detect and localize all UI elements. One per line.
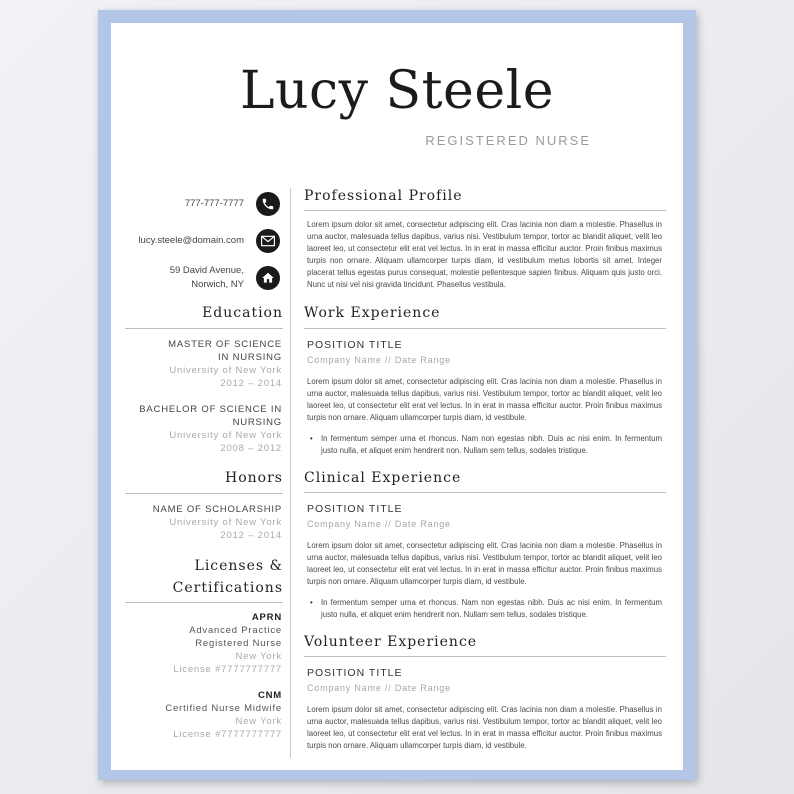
resume-name: Lucy Steele	[239, 61, 555, 121]
school: University of New York	[169, 365, 282, 376]
resume-role: REGISTERED NURSE	[425, 133, 591, 148]
address-line-2: Norwich, NY	[191, 279, 244, 290]
license-number: License #7777777777	[173, 664, 282, 675]
work-text: Lorem ipsum dolor sit amet, consectetur adipiscing elit. Cras lacinia non diam a molestie. Phasellus in urna auctor, malesuada tellus dapibus, varius nisi. Vestibulum tempor, tortor ac blandit aliquet, velit leo laoreet leo, ut consectetur elit erat vel lectus. In in erat in massa efficitur auctor. Proin finibus maximus turpis non ornare. Aliquam ullamcorper turpis diam, id vestibule.	[307, 377, 662, 422]
license-code: CNM	[257, 690, 282, 701]
years: 2008 – 2012	[220, 443, 282, 454]
home-icon	[256, 266, 280, 290]
licenses-rule	[125, 602, 283, 603]
envelope-icon	[256, 229, 280, 253]
resume-page	[111, 23, 683, 770]
degree-line-2: IN NURSING	[218, 352, 282, 363]
school: University of New York	[169, 517, 282, 528]
license-state: New York	[235, 651, 282, 662]
volunteer-position: POSITION TITLE	[307, 667, 403, 679]
license-code: APRN	[251, 612, 282, 623]
education-entry	[125, 403, 282, 455]
work-bullet: • In fermentum semper urna et rhoncus. Nam non egestas nibh. Duis ac nisi enim. In fermentum justo nulla, et aliquet enim hendrerit non. Nullam sem tellus, sodales tristique.	[321, 433, 662, 457]
volunteer-heading: Volunteer Experience	[304, 634, 478, 650]
honors-rule	[125, 493, 283, 494]
clinical-heading: Clinical Experience	[304, 470, 462, 486]
degree-line-1: BACHELOR OF SCIENCE IN	[139, 404, 282, 415]
column-divider	[290, 188, 291, 758]
clinical-position: POSITION TITLE	[307, 503, 403, 515]
contact-phone: 777-777-7777	[184, 198, 244, 209]
profile-text: Lorem ipsum dolor sit amet, consectetur adipiscing elit. Cras lacinia non diam a molestie. Phasellus in urna auctor, malesuada tellus dapibus, varius nisi. Vestibulum tempor, tortor ac blandit aliquet, velit leo laoreet leo, ut consectetur elit erat vel lectus. In in erat in massa efficitur auctor. Proin finibus maximus turpis non ornare. Aliquam ullamcorper turpis diam, id vestibulum metus lobortis sit amet. Integer placerat tellus egestas purus consequat, molestie pellentesque sapien finibus. Aliquam quis justo orci. Nunc ut nisi vel nisi gravida tincidunt. Phasellus vestibula.	[307, 220, 662, 289]
contact-address	[170, 264, 244, 292]
license-number: License #7777777777	[173, 729, 282, 740]
honors-entry	[125, 503, 282, 542]
work-heading: Work Experience	[304, 305, 441, 321]
license-state: New York	[235, 716, 282, 727]
profile-heading: Professional Profile	[304, 188, 463, 204]
clinical-rule	[304, 492, 666, 493]
contact-email: lucy.steele@domain.com	[138, 235, 244, 246]
work-company: Company Name // Date Range	[307, 355, 451, 365]
phone-icon	[256, 192, 280, 216]
degree-line-1: MASTER OF SCIENCE	[168, 339, 282, 350]
volunteer-company: Company Name // Date Range	[307, 683, 451, 693]
licenses-heading-line-2: Certifications	[172, 580, 283, 596]
profile-rule	[304, 210, 666, 211]
volunteer-rule	[304, 656, 666, 657]
school: University of New York	[169, 430, 282, 441]
education-rule	[125, 328, 283, 329]
honors-heading: Honors	[225, 470, 283, 486]
years: 2012 – 2014	[220, 378, 282, 389]
clinical-bullet: • In fermentum semper urna et rhoncus. Nam non egestas nibh. Duis ac nisi enim. In fermentum justo nulla, et aliquet enim hendrerit non. Nullam sem tellus, sodales tristique.	[321, 597, 662, 621]
degree-line-2: NURSING	[232, 417, 282, 428]
address-line-1: 59 David Avenue,	[169, 265, 244, 276]
clinical-company: Company Name // Date Range	[307, 519, 451, 529]
work-position: POSITION TITLE	[307, 339, 403, 351]
license-entry	[125, 611, 282, 676]
license-title-line-1: Certified Nurse Midwife	[165, 703, 282, 714]
work-rule	[304, 328, 666, 329]
clinical-text: Lorem ipsum dolor sit amet, consectetur adipiscing elit. Cras lacinia non diam a molestie. Phasellus in urna auctor, malesuada tellus dapibus, varius nisi. Vestibulum tempor, tortor ac blandit aliquet, velit leo laoreet leo, ut consectetur elit erat vel lectus. In in erat in massa efficitur auctor. Proin finibus maximus turpis non ornare. Aliquam ullamcorper turpis diam, id vestibule.	[307, 541, 662, 586]
education-entry	[125, 338, 282, 390]
license-title-line-2: Registered Nurse	[195, 638, 282, 649]
education-heading: Education	[202, 305, 283, 321]
license-entry	[125, 689, 282, 741]
scholarship-name: NAME OF SCHOLARSHIP	[152, 504, 282, 515]
license-title-line-1: Advanced Practice	[189, 625, 282, 636]
years: 2012 – 2014	[220, 530, 282, 541]
licenses-heading	[125, 555, 283, 599]
volunteer-text: Lorem ipsum dolor sit amet, consectetur adipiscing elit. Cras lacinia non diam a molestie. Phasellus in urna auctor, malesuada tellus dapibus, varius nisi. Vestibulum tempor, tortor ac blandit aliquet, velit leo laoreet leo, ut consectetur elit erat vel lectus. In in erat in massa efficitur auctor. Proin finibus maximus turpis non ornare. Aliquam ullamcorper turpis diam, id vestibule.	[307, 705, 662, 750]
licenses-heading-line-1: Licenses &	[194, 558, 283, 574]
